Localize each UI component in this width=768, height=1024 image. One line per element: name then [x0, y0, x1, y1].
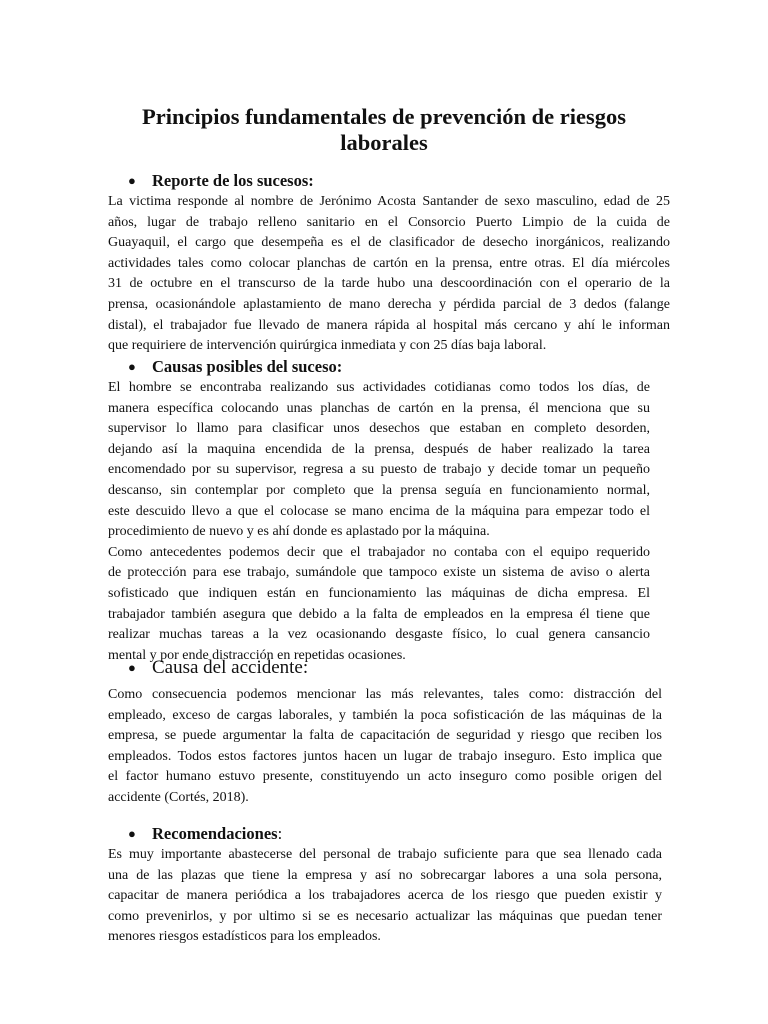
paragraph-line: mental y por ende distracción en repetidas ocasiones.	[108, 647, 406, 663]
section-heading-text: Causas posibles del suceso:	[152, 357, 343, 376]
bullet-icon: ●	[128, 173, 136, 188]
paragraph-line: este descuido llevo a que el colocase se mano encima de la máquina para empezar todo el	[108, 503, 650, 519]
section-heading-text: Causa del accidente	[152, 657, 303, 678]
paragraph-line: supervisor lo llamo para clasificar unos desechos que estaban en completo desorden,	[108, 421, 650, 437]
paragraph-line: Es muy importante abastecerse del personal de trabajo suficiente para que sea llenado cada	[108, 847, 662, 862]
paragraph-line: el factor humano estuvo presente, constituyendo un acto inseguro como posible origen del	[108, 769, 662, 785]
paragraph-line: La victima responde al nombre de Jerónimo Acosta Santander de sexo masculino, edad de 25	[108, 194, 670, 209]
title-line-1: Principios fundamentales de prevención de riesgos	[142, 104, 626, 129]
paragraph-line: años, lugar de trabajo relleno sanitario en el Consorcio Puerto Limpio de la cuida de	[108, 214, 670, 230]
paragraph-line: 31 de octubre en el transcurso de la tarde hubo una descoordinación con el operario de la	[108, 276, 670, 292]
paragraph-line: Guayaquil, el cargo que desempeña es el de clasificador de desecho inorgánicos, realizando	[108, 235, 670, 251]
paragraph-line: sofisticado que indiquen están en funcionamiento las máquinas de dicha empresa. El	[108, 585, 650, 601]
bullet-icon: ●	[128, 359, 136, 374]
paragraph-line: El hombre se encontraba realizando sus actividades cotidianas como todos los días, de	[108, 380, 650, 395]
paragraph-line: manera específica colocando unas planchas de cartón en la prensa, él menciona que su	[108, 400, 650, 416]
paragraph-line: Como antecedentes podemos decir que el trabajador no contaba con el equipo requerido	[108, 544, 650, 560]
paragraph-line: capacitar de manera periódica a los trabajadores acerca de los riesgo que pueden existir y	[108, 888, 662, 904]
paragraph-line: prensa, ocasionándole aplastamiento de mano derecha y pérdida parcial de 3 dedos (falange	[108, 296, 670, 312]
section-heading-text: Reporte de los sucesos:	[152, 171, 314, 190]
paragraph-line: descanso, sin contemplar por completo que la prensa seguía en funcionamiento normal,	[108, 482, 650, 498]
paragraph-line: procedimiento de nuevo y es ahí donde es aplastado por la máquina.	[108, 524, 490, 540]
paragraph-line: Como consecuencia podemos mencionar las más relevantes, tales como: distracción del	[108, 687, 662, 702]
paragraph-line: menores riesgos estadísticos para los empleados.	[108, 929, 381, 945]
paragraph-line: actividades tales como colocar planchas de cartón en la prensa, entre otras. El día miércoles	[108, 255, 670, 271]
section-paragraph-reporte	[108, 192, 670, 357]
paragraph-line: empleado, exceso de cargas laborales, y también la poca sofisticación de las máquinas de la	[108, 707, 662, 723]
paragraph-line: de protección para ese trabajo, sumándole que tampoco existe un sistema de aviso o alerta	[108, 565, 650, 581]
paragraph-line: una de las plazas que tiene la empresa y así no sobrecargar labores a una sola persona,	[108, 867, 662, 883]
heading-colon: :	[302, 657, 309, 678]
paragraph-line: accidente (Cortés, 2018).	[108, 789, 249, 805]
bullet-icon: ●	[128, 826, 136, 841]
paragraph-line: como prevenirlos, y por ultimo si se es necesario actualizar las máquinas que puedan tener	[108, 908, 662, 924]
paragraph-line: dejando así la maquina encendida de la prensa, después de haber realizado la tarea	[108, 441, 650, 457]
section-paragraph-recomendaciones	[108, 845, 662, 948]
title-line-2: laborales	[340, 130, 428, 155]
paragraph-line: trabajador también asegura que debido a la falta de empleados en la empresa él tiene que	[108, 606, 650, 622]
section-heading-text-wrap	[152, 824, 282, 844]
paragraph-line: distal), el trabajador fue llevado de manera rápida al hospital más cercano y ahí le informan	[108, 317, 670, 333]
section-paragraph-causas-posibles	[108, 378, 650, 666]
bullet-icon: ●	[128, 660, 136, 675]
section-heading-text-wrap	[152, 657, 308, 679]
heading-colon: :	[277, 824, 283, 843]
paragraph-line: empleados. Todos estos factores juntos hacen un lugar de trabajo inseguro. Esto implica que	[108, 748, 662, 764]
section-heading-text: Recomendaciones	[152, 824, 278, 843]
paragraph-line: empresa, se puede argumentar la falta de capacitación de seguridad y riesgo que reciben los	[108, 728, 662, 744]
paragraph-line: realizar muchas tareas a la vez ocasionando desgaste físico, lo cual genera cansancio	[108, 627, 650, 643]
paragraph-line: encomendado por su supervisor, regresa a su puesto de trabajo y decide tomar un pequeño	[108, 462, 650, 478]
paragraph-line: que requiriere de intervención quirúrgica inmediata y con 25 días baja laboral.	[108, 338, 547, 354]
section-paragraph-causa-accidente	[108, 685, 662, 809]
page-title	[100, 104, 668, 156]
